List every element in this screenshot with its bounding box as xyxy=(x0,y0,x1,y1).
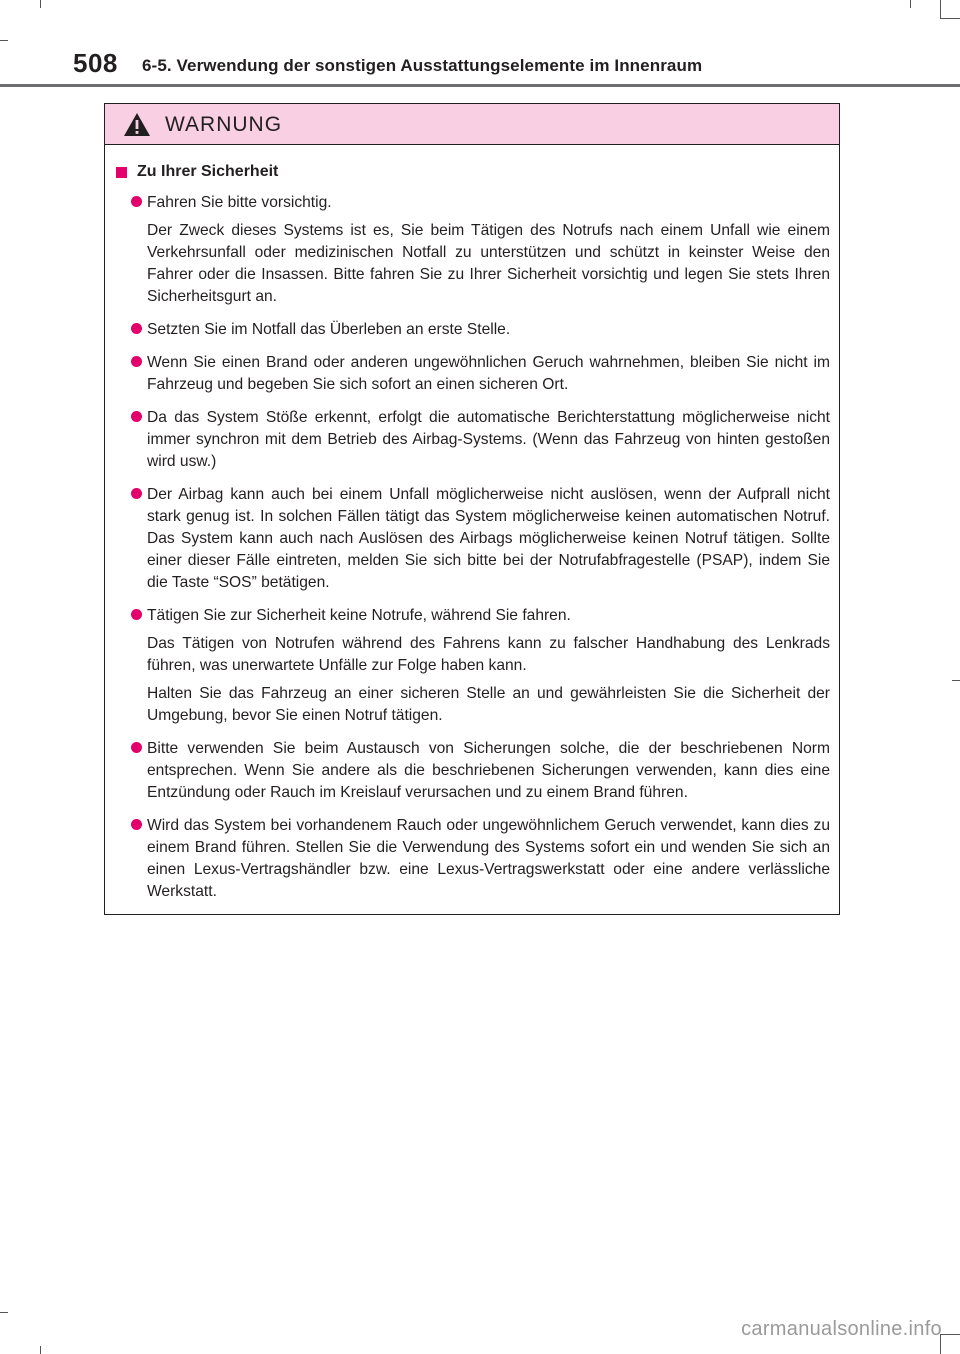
list-item xyxy=(114,192,830,308)
bullet-icon xyxy=(131,356,142,367)
bullet-icon xyxy=(131,411,142,422)
page-header xyxy=(0,44,960,86)
list-item-paragraph: Halten Sie das Fahrzeug an einer sicheren Stelle an und gewährleisten Sie die Sicherheit der Umgebung, bevor Sie einen Notruf tätigen. xyxy=(147,685,830,724)
bullet-icon xyxy=(131,488,142,499)
list-item-text: Der Airbag kann auch bei einem Unfall möglicherweise nicht auslösen, wenn der Aufprall nicht stark genug ist. In solchen Fällen tätigt das System möglicherweise keinen automatischen Notruf. Das System kann auch nach Auslösen des Airbags möglicherweise keinen Notruf tätigen. Sollte einer dieser Fälle eintreten, melden Sie sich bitte bei der Notrufabfragestelle (PSAP), indem Sie die Taste “SOS” betätigen. xyxy=(147,486,830,591)
list-item-paragraph: Der Zweck dieses Systems ist es, Sie beim Tätigen des Notrufs nach einem Unfall wie einem Verkehrsunfall oder medizinischen Notfall zu unterstützen und schützt in keinster Weise den Fahrer oder die Insassen. Bitte fahren Sie zu Ihrer Sicherheit vorsichtig und legen Sie stets Ihren Sicherheitsgurt an. xyxy=(147,222,830,305)
list-item-text: Wenn Sie einen Brand oder anderen ungewöhnlichen Geruch wahrnehmen, bleiben Sie nicht im Fahrzeug und begeben Sie sich sofort an einen sicheren Ort. xyxy=(147,354,830,393)
warning-title: WARNUNG xyxy=(165,113,283,136)
list-item xyxy=(114,319,830,341)
list-item-paragraph: Das Tätigen von Notrufen während des Fahrens kann zu falscher Handhabung des Lenkrads führen, was unerwartete Unfälle zur Folge haben kann. xyxy=(147,635,830,674)
crop-mark xyxy=(0,40,8,41)
list-item xyxy=(114,352,830,396)
bullet-icon xyxy=(131,819,142,830)
section-title: 6-5. Verwendung der sonstigen Ausstattungselemente im Innenraum xyxy=(142,56,703,75)
crop-mark xyxy=(40,0,41,8)
warning-box xyxy=(104,103,840,915)
list-item-text: Fahren Sie bitte vorsichtig. xyxy=(147,194,332,211)
list-item-text: Bitte verwenden Sie beim Austausch von Sicherungen solche, die der beschriebenen Norm entsprechen. Wenn Sie andere als die beschriebenen Sicherungen verwenden, kann dies eine Entzündung oder Rauch im Kreislauf verursachen und zu einem Brand führen. xyxy=(147,740,830,801)
warning-triangle-icon xyxy=(123,112,151,137)
crop-mark xyxy=(910,0,911,8)
crop-mark xyxy=(940,0,941,18)
list-item xyxy=(114,484,830,594)
list-item-text: Da das System Stöße erkennt, erfolgt die automatische Berichterstattung möglicherweise nicht immer synchron mit dem Betrieb des Airbag-Systems. (Wenn das Fahrzeug von hinten gestoßen wird usw.) xyxy=(147,409,830,470)
crop-mark xyxy=(40,1346,41,1354)
watermark: carmanualsonline.info xyxy=(741,1318,942,1340)
crop-mark xyxy=(940,18,960,19)
crop-mark xyxy=(952,680,960,681)
page-number: 508 xyxy=(73,48,118,78)
bullet-icon xyxy=(131,196,142,207)
crop-mark xyxy=(940,1334,960,1335)
subheading xyxy=(114,163,830,181)
crop-mark xyxy=(0,1312,8,1313)
list-item-text: Setzten Sie im Notfall das Überleben an erste Stelle. xyxy=(147,321,511,338)
bullet-icon xyxy=(131,323,142,334)
list-item xyxy=(114,605,830,727)
list-item xyxy=(114,407,830,473)
header-rule xyxy=(0,84,960,87)
bullet-icon xyxy=(131,742,142,753)
warning-body xyxy=(105,145,839,903)
list-item xyxy=(114,815,830,903)
subheading-text: Zu Ihrer Sicherheit xyxy=(137,163,279,180)
list-item-text: Wird das System bei vorhandenem Rauch oder ungewöhnlichem Geruch verwendet, kann dies zu einem Brand führen. Stellen Sie die Verwendung des Systems sofort ein und wenden Sie sich an einen Lexus-Vertragshändler bzw. eine Lexus-Vertragswerkstatt oder eine andere verlässliche Werkstatt. xyxy=(147,817,830,900)
list-item xyxy=(114,738,830,804)
bullet-icon xyxy=(131,609,142,620)
warning-header xyxy=(105,104,839,145)
square-bullet-icon xyxy=(116,167,127,178)
list-item-text: Tätigen Sie zur Sicherheit keine Notrufe, während Sie fahren. xyxy=(147,607,571,624)
